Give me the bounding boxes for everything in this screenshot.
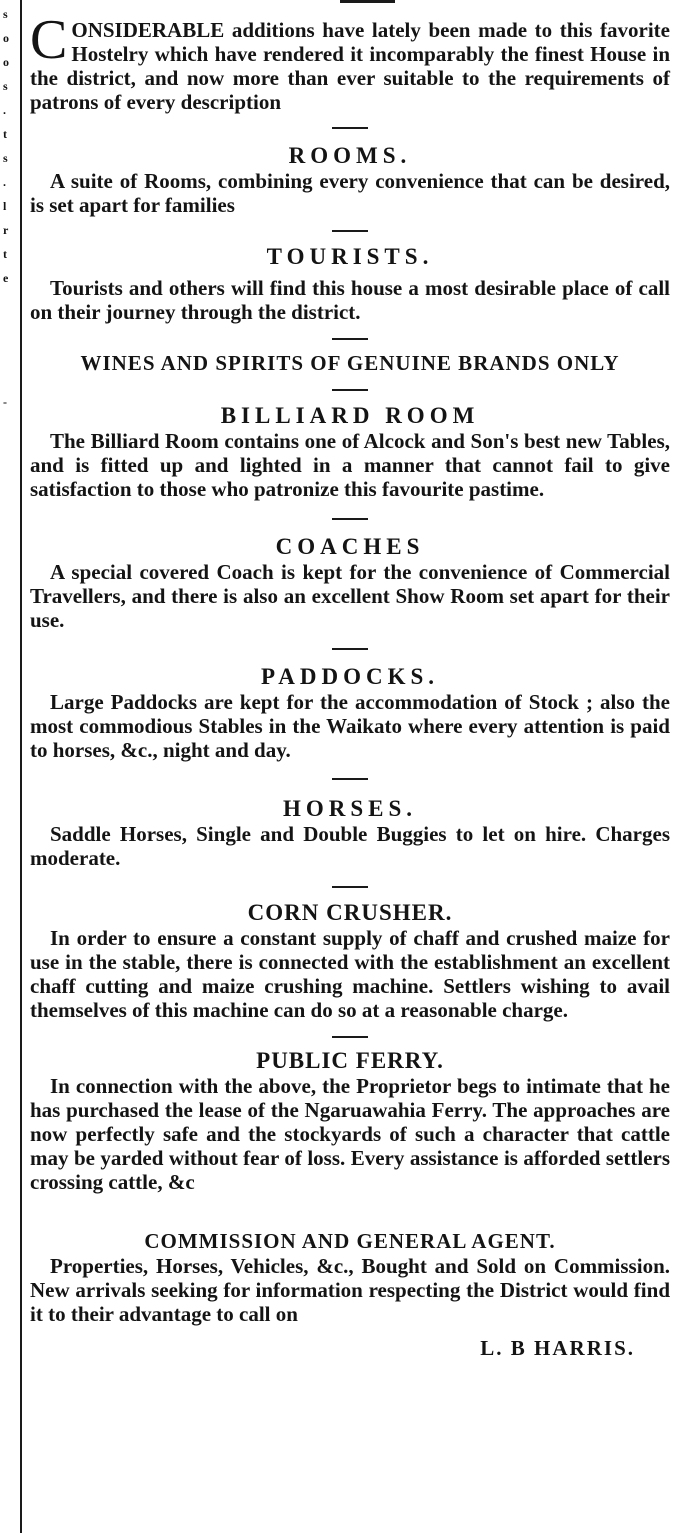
margin-char: o bbox=[3, 31, 9, 45]
heading-rooms: ROOMS. bbox=[288, 143, 412, 168]
margin-char: t bbox=[3, 127, 7, 141]
section-divider bbox=[332, 338, 368, 340]
signature: L. B HARRIS. bbox=[480, 1336, 635, 1360]
section-divider bbox=[332, 886, 368, 888]
body-commission: Properties, Horses, Vehicles, &c., Bought and Sold on Commission. New arrivals seeking for information respecting the District would find it to their advantage to call on bbox=[30, 1254, 670, 1326]
margin-char: l bbox=[3, 199, 7, 213]
body-coaches: A special covered Coach is kept for the convenience of Commercial Travellers, and there is also an excellent Show Room set apart for their use. bbox=[30, 560, 670, 632]
advertisement bbox=[30, 4, 670, 1361]
margin-char: t bbox=[3, 247, 7, 261]
margin-char: s bbox=[3, 79, 8, 93]
heading-horses: HORSES. bbox=[282, 796, 418, 821]
intro-text: ONSIDERABLE additions have lately been made to this favorite Hostelry which have rendered it incomparably the finest House in the district, and now more than ever suitable to the requirements of patrons of every description bbox=[30, 18, 670, 114]
heading-coaches: COACHES bbox=[275, 534, 425, 559]
body-horses: Saddle Horses, Single and Double Buggies to let on hire. Charges moderate. bbox=[30, 822, 670, 870]
margin-char: - bbox=[3, 395, 7, 409]
heading-public-ferry: PUBLIC FERRY. bbox=[256, 1048, 444, 1073]
margin-char: r bbox=[3, 223, 9, 237]
top-rule bbox=[340, 0, 395, 3]
body-public-ferry: In connection with the above, the Proprietor begs to intimate that he has purchased the lease of the Ngaruawahia Ferry. The approaches are now perfectly safe and the stockyards of such a character that cattle may be yarded without fear of loss. Every assistance is afforded settlers crossing cattle, &c bbox=[30, 1074, 670, 1194]
section-divider bbox=[332, 518, 368, 520]
section-divider bbox=[332, 389, 368, 391]
margin-char: s bbox=[3, 151, 8, 165]
intro-paragraph bbox=[30, 9, 670, 114]
margin-char: . bbox=[3, 103, 6, 117]
body-paddocks: Large Paddocks are kept for the accommodation of Stock ; also the most commodious Stables in the Waikato where every attention is paid to horses, &c., night and day. bbox=[30, 690, 670, 762]
heading-wines: WINES AND SPIRITS OF GENUINE BRANDS ONLY bbox=[80, 351, 620, 375]
column-rule bbox=[20, 0, 22, 1533]
body-corn-crusher: In order to ensure a constant supply of chaff and crushed maize for use in the stable, there is connected with the establishment an excellent chaff cutting and maize crushing machine. Settlers wishing to avail themselves of this machine can do so at a reasonable charge. bbox=[30, 926, 670, 1022]
body-tourists: Tourists and others will find this house a most desirable place of call on their journey through the district. bbox=[30, 276, 670, 324]
drop-cap: C bbox=[30, 9, 68, 71]
section-divider bbox=[332, 1036, 368, 1038]
body-billiard: The Billiard Room contains one of Alcock and Son's best new Tables, and is fitted up and lighted in a manner that cannot fail to give satisfaction to those who patronize this favourite pastime. bbox=[30, 429, 670, 501]
heading-corn-crusher: CORN CRUSHER. bbox=[247, 900, 453, 925]
section-divider bbox=[332, 230, 368, 232]
heading-billiard: BILLIARD ROOM bbox=[220, 403, 480, 428]
section-divider bbox=[332, 778, 368, 780]
margin-char: s bbox=[3, 7, 8, 21]
section-divider bbox=[332, 127, 368, 129]
margin-char: e bbox=[3, 271, 9, 285]
heading-tourists: TOURISTS. bbox=[266, 244, 434, 269]
heading-paddocks: PADDOCKS. bbox=[260, 664, 440, 689]
margin-char: . bbox=[3, 175, 6, 189]
heading-commission: COMMISSION AND GENERAL AGENT. bbox=[144, 1229, 556, 1253]
section-divider bbox=[332, 648, 368, 650]
body-rooms: A suite of Rooms, combining every convenience that can be desired, is set apart for families bbox=[30, 169, 670, 217]
margin-char: o bbox=[3, 55, 9, 69]
